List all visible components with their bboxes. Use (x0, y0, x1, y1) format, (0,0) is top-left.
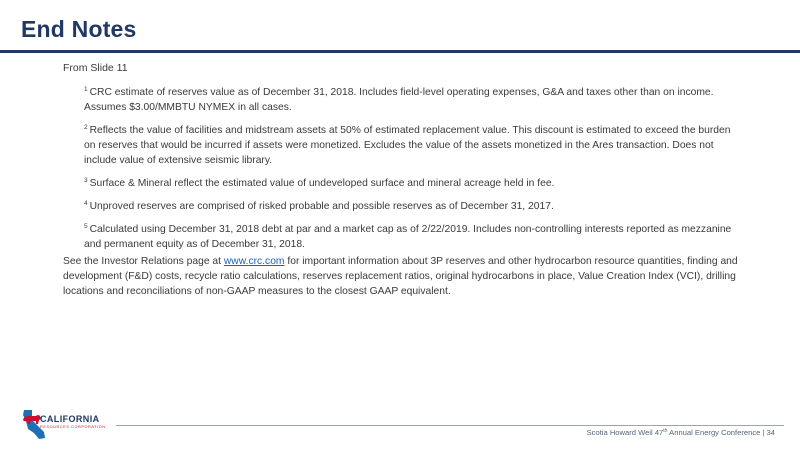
note-text: CRC estimate of reserves value as of December 31, 2018. Includes field-level operating expenses, G&A and taxes other than on income. Assumes $3.00/MMBTU NYMEX in all cases. (84, 87, 714, 113)
note-text: Surface & Mineral reflect the estimated value of undeveloped surface and mineral acreage held in fee. (89, 178, 555, 189)
conference-name: Scotia Howard Weil 47 (586, 428, 664, 437)
note-number: 4 (84, 200, 88, 207)
title-underline (0, 50, 800, 53)
page-number: 34 (766, 428, 775, 437)
end-note-3 (84, 173, 744, 191)
note-number: 1 (84, 86, 88, 93)
note-number: 5 (84, 223, 88, 230)
note-number: 3 (84, 177, 88, 184)
investor-relations-paragraph (63, 254, 753, 299)
note-text: Reflects the value of facilities and midstream assets at 50% of estimated replacement value. This discount is estimated to exceed the burden on reserves that would be incurred if assets were monetized. Excludes the value of the assets monetized in the Ares transaction. Does not include value of extensive seismic library. (84, 125, 731, 166)
note-text: Unproved reserves are comprised of risked probable and possible reserves as of December 31, 2017. (89, 201, 554, 212)
page-title: End Notes (21, 16, 137, 42)
footer-divider (116, 425, 784, 426)
conference-name-rest: Annual Energy Conference (667, 428, 761, 437)
logo-subtitle: RESOURCES CORPORATION (40, 425, 106, 429)
end-note-4 (84, 196, 744, 214)
note-text: Calculated using December 31, 2018 debt at par and a market cap as of 2/22/2019. Includes non-controlling interests reported as mezzanine and permanent equity as of December 31, 2018. (84, 224, 732, 250)
ir-text-before: See the Investor Relations page at (63, 256, 224, 267)
end-notes-list (84, 82, 744, 257)
end-note-2 (84, 120, 744, 168)
conference-ordinal: th (663, 428, 668, 434)
logo-wordmark: CALIFORNIA (40, 414, 100, 424)
ir-text-after: for important information about 3P reserves and other hydrocarbon resource quantities, finding and development (F&D) costs, recycle ratio calculations, reserves replacement ratios, original hydrocarbons in place, Value Creation Index (VCI), drilling locations and reconciliations of non-GAAP measures to the closest GAAP equivalent. (63, 256, 738, 297)
footer-conference (587, 428, 775, 437)
lead-text: From Slide 11 (63, 62, 128, 74)
crc-website-link[interactable]: www.crc.com (223, 256, 285, 267)
end-note-1 (84, 82, 744, 115)
note-number: 2 (84, 124, 88, 131)
footer-separator: | (760, 428, 767, 437)
end-note-5 (84, 219, 744, 252)
